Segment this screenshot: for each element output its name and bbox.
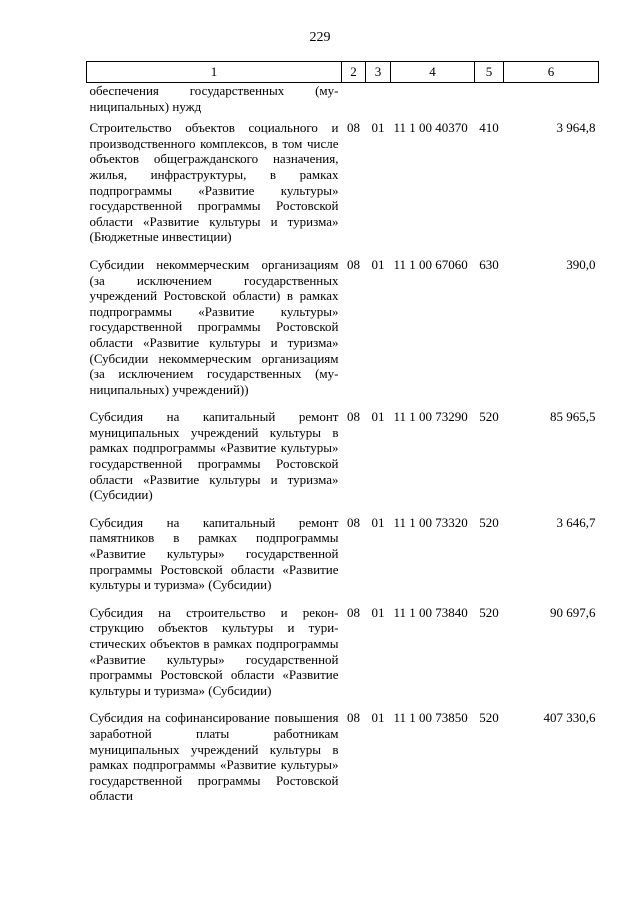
budget-table	[86, 61, 599, 816]
row-target-article: 11 1 00 40370	[393, 120, 468, 136]
row-target-article: 11 1 00 73290	[393, 409, 468, 425]
row-subsection: 01	[371, 409, 385, 425]
column-header-1: 1	[87, 62, 342, 83]
table-row	[87, 515, 599, 605]
table-row	[87, 120, 599, 257]
column-header-6: 6	[504, 62, 599, 83]
row-target-article: 11 1 00 73840	[393, 604, 468, 620]
row-amount: 85 965,5	[550, 409, 596, 425]
row-amount: 3 964,8	[556, 120, 596, 136]
row-amount: 390,0	[566, 256, 596, 272]
table-row	[87, 710, 599, 816]
row-subsection: 01	[371, 514, 385, 530]
column-header-2: 2	[342, 62, 366, 83]
row-subsection: 01	[371, 710, 385, 726]
row-section: 08	[347, 514, 360, 530]
row-subsection: 01	[371, 256, 385, 272]
row-target-article: 11 1 00 73320	[393, 514, 468, 530]
row-subsection: 01	[371, 604, 385, 620]
row-expense-type: 520	[479, 514, 499, 530]
row-expense-type: 520	[479, 409, 499, 425]
row-description: Субсидия на софинансирование повышения заработной платы работникам муниципальных учреждений культуры в рамках подпрограммы «Развитие культуры» государственной программы Ростовской области	[89, 710, 339, 804]
row-section: 08	[347, 604, 360, 620]
row-description: Субсидия на капитальный ремонт памятников в рамках подпрограммы «Развитие культуры» государственной программы Ростовской области «Развитие культуры и туризма» (Субсидии)	[89, 514, 339, 593]
row-description: Строительство объектов социального и производственного комплексов, в том числе объектов общегражданского назначения, жилья, инфраструктуры, в рамках подпрограммы «Развитие культуры» государственной программы Ростовской области «Развитие культуры и туризма» (Бюджетные инвестиции)	[89, 120, 339, 245]
row-amount: 407 330,6	[543, 710, 596, 726]
row-expense-type: 630	[479, 256, 499, 272]
row-expense-type: 410	[479, 120, 499, 136]
row-target-article: 11 1 00 73850	[393, 710, 468, 726]
table-row	[87, 409, 599, 515]
row-target-article: 11 1 00 67060	[393, 256, 468, 272]
row-section: 08	[347, 409, 360, 425]
column-header-4: 4	[391, 62, 475, 83]
column-header-5: 5	[475, 62, 504, 83]
row-description: Субсидия на строительство и реконструкцию объектов культуры и туристических объектов в рамках подпрограммы «Развитие культуры» государственной программы Ростовской области «Развитие культуры и туризма» (Субсидии)	[89, 604, 339, 698]
table-row-continuation	[87, 83, 599, 121]
row-description: Субсидии некоммерческим организациям (за исключением государственных учреждений Ростовской области) в рамках подпрограммы «Развитие культуры» государственной программы Ростовской области «Развитие культуры и туризма» (Субсидии некоммерческим организациям (за исключением государственных (муниципальных) учреждений))	[89, 256, 339, 397]
table-row	[87, 257, 599, 409]
row-description: Субсидия на капитальный ремонт муниципальных учреждений культуры в рамках подпрограммы «Развитие культуры» государственной программы Ростовской области «Развитие культуры и туризма» (Субсидии)	[89, 409, 339, 503]
row-description: обеспечения государственных (муниципальных) нужд	[89, 83, 339, 114]
row-section: 08	[347, 120, 360, 136]
column-header-3: 3	[366, 62, 391, 83]
row-section: 08	[347, 710, 360, 726]
row-subsection: 01	[371, 120, 385, 136]
table-header-row	[87, 62, 599, 83]
row-section: 08	[347, 256, 360, 272]
table-row	[87, 605, 599, 711]
row-expense-type: 520	[479, 604, 499, 620]
row-amount: 3 646,7	[556, 514, 596, 530]
page-number: 229	[309, 30, 331, 45]
row-amount: 90 697,6	[550, 604, 596, 620]
row-expense-type: 520	[479, 710, 499, 726]
